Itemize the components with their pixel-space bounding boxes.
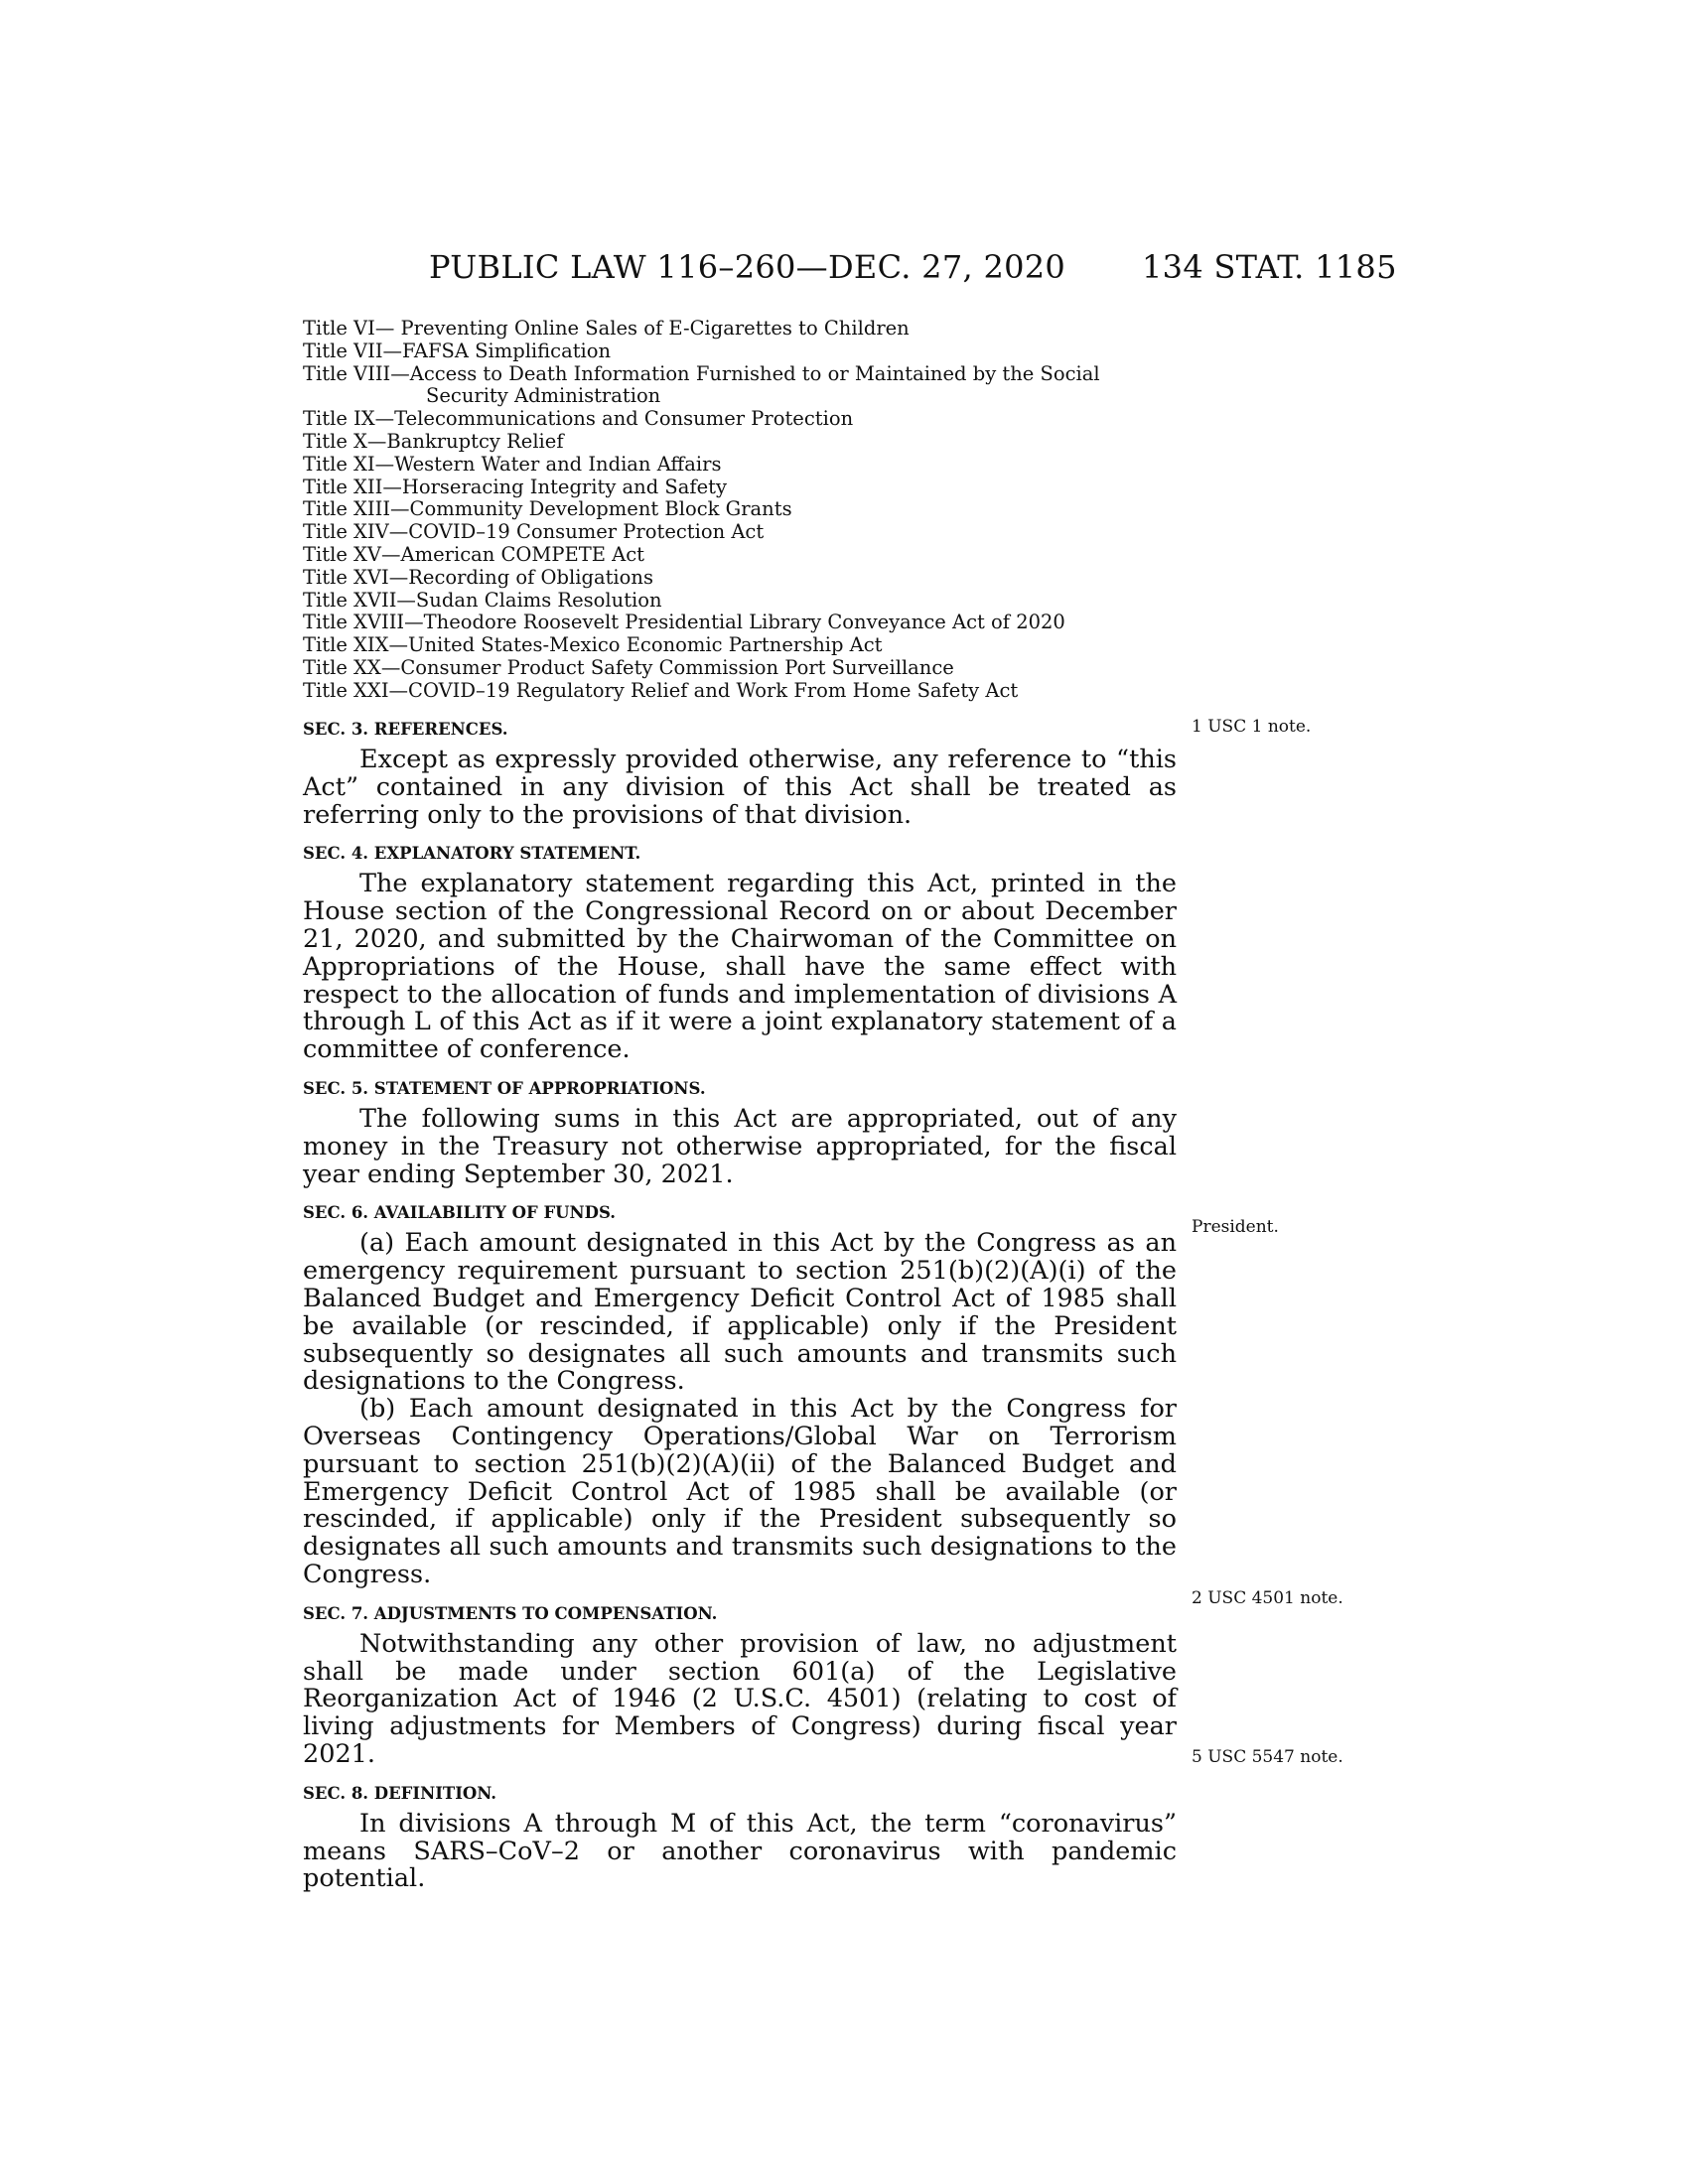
section-paragraph: Except as expressly provided otherwise, any reference to “this Act” contained in any division of this Act shall be treated as referring only to the provisions of that division. [303,745,1177,830]
margin-note: President. [1192,1217,1279,1237]
margin-note: 1 USC 1 note. [1192,717,1312,737]
section-paragraph: In divisions A through M of this Act, the term “coronavirus” means SARS–CoV–2 or another coronavirus with pandemic potential. [303,1808,1177,1894]
toc-item: Title XII—Horseracing Integrity and Safety [303,475,727,498]
toc-item: Title XXI—COVID–19 Regulatory Relief and Work From Home Safety Act [303,678,1019,702]
table-of-contents [303,318,1196,703]
toc-item: Title XI—Western Water and Indian Affairs [303,452,722,476]
page-header-stat: 134 STAT. 1185 [1142,248,1397,286]
toc-item: Title XIII—Community Development Block Grants [303,497,792,521]
margin-note: 2 USC 4501 note. [1192,1588,1343,1608]
section-heading: SEC. 8. DEFINITION. [303,1783,497,1803]
section-heading: SEC. 7. ADJUSTMENTS TO COMPENSATION. [303,1603,718,1623]
toc-item: Title VII—FAFSA Simplification [303,339,612,362]
section-7 [303,1597,1177,1769]
toc-item: Title XVI—Recording of Obligations [303,565,653,589]
section-5 [303,1072,1177,1188]
page-header-title: PUBLIC LAW 116–260—DEC. 27, 2020 [429,248,1066,286]
section-8 [303,1777,1177,1893]
section-paragraph: Notwithstanding any other provision of law, no adjustment shall be made under section 601(a) of the Legislative Reorganization Act of 1946 (2 U.S.C. 4501) (relating to cost of living adjustments for Members of Congress) during fiscal year 2021. [303,1628,1177,1769]
section-paragraph: The following sums in this Act are appropriated, out of any money in the Treasury not otherwise appropriated, for the fiscal year ending September 30, 2021. [303,1103,1177,1189]
toc-item-continuation: Security Administration [426,384,661,408]
section-paragraph: (a) Each amount designated in this Act by the Congress as an emergency requirement pursuant to section 251(b)(2)(A)(i) of the Balanced Budget and Emergency Deficit Control Act of 1985 shall be available (or rescinded, if applicable) only if the President subsequently so designates all such amounts and transmits such designations to the Congress. [303,1228,1177,1397]
toc-item: Title XVIII—Theodore Roosevelt Presidential Library Conveyance Act of 2020 [303,611,1065,634]
section-heading: SEC. 5. STATEMENT OF APPROPRIATIONS. [303,1078,706,1098]
margin-note: 5 USC 5547 note. [1192,1747,1343,1767]
toc-item: Title XIV—COVID–19 Consumer Protection Act [303,520,765,544]
section-6 [303,1196,1177,1588]
section-3 [303,713,1177,829]
toc-item: Title IX—Telecommunications and Consumer Protection [303,407,854,431]
section-heading: SEC. 4. EXPLANATORY STATEMENT. [303,844,641,864]
section-heading: SEC. 3. REFERENCES. [303,720,508,739]
section-4 [303,837,1177,1064]
section-paragraph: The explanatory statement regarding this Act, printed in the House section of the Congressional Record on or about December 21, 2020, and submitted by the Chairwoman of the Committee on Appropriations of the House, shall have the same effect with respect to the allocation of funds and implementation of divisions A through L of this Act as if it were a joint explanatory statement of a committee of conference. [303,869,1177,1065]
toc-item: Title XX—Consumer Product Safety Commission Port Surveillance [303,655,954,679]
toc-item: Title VIII—Access to Death Information Furnished to or Maintained by the Social [303,361,1100,385]
section-paragraph: (b) Each amount designated in this Act by the Congress for Overseas Contingency Operations/Global War on Terrorism pursuant to section 251(b)(2)(A)(ii) of the Balanced Budget and Emergency Deficit Control Act of 1985 shall be available (or rescinded, if applicable) only if the President subsequently so designates all such amounts and transmits such designations to the Congress. [303,1394,1177,1589]
toc-item: Title XVII—Sudan Claims Resolution [303,588,662,612]
section-heading: SEC. 6. AVAILABILITY OF FUNDS. [303,1203,617,1223]
toc-item: Title XV—American COMPETE Act [303,542,645,566]
toc-item: Title XIX—United States-Mexico Economic Partnership Act [303,633,883,657]
law-body [303,713,1177,1893]
toc-item: Title VI— Preventing Online Sales of E-Cigarettes to Children [303,317,910,340]
toc-item: Title X—Bankruptcy Relief [303,429,564,453]
